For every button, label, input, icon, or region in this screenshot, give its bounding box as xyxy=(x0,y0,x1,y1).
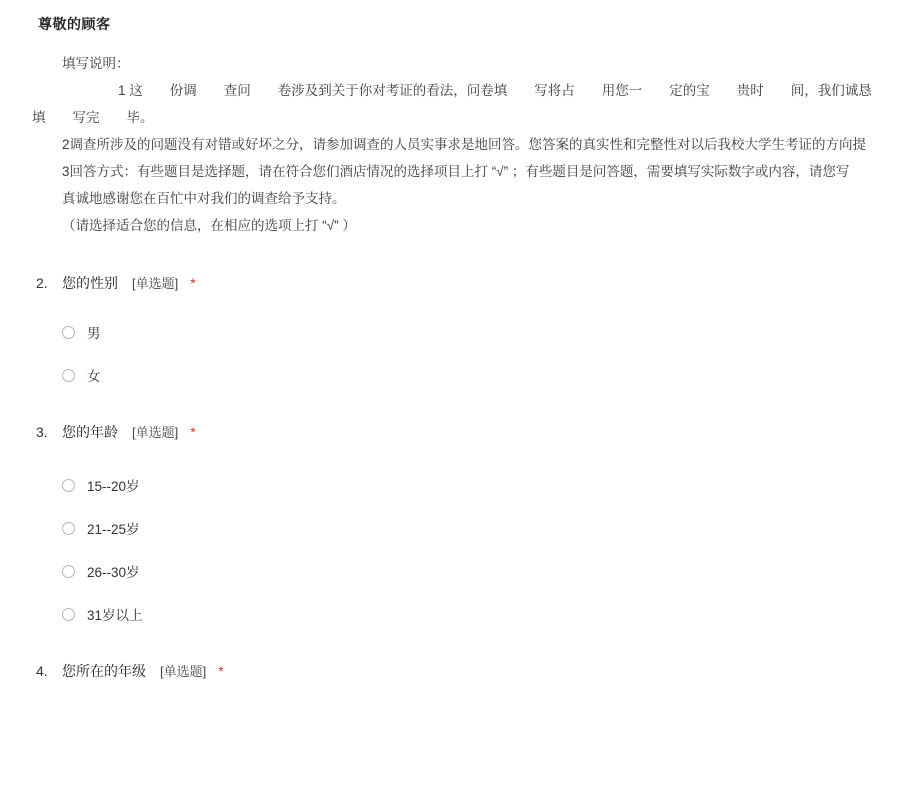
question-header xyxy=(36,422,900,442)
option-item[interactable] xyxy=(62,472,900,498)
option-item[interactable] xyxy=(62,601,900,627)
radio-icon[interactable] xyxy=(62,565,75,578)
radio-icon[interactable] xyxy=(62,326,75,339)
option-item[interactable] xyxy=(62,319,900,345)
question-title: 您的性别 xyxy=(62,275,118,291)
intro-line-2: 2调查所涉及的问题没有对错或好坏之分，请参加调查的人员实事求是地回答。您答案的真实性和完整性对以后我校大学生考证的方向提 xyxy=(62,137,867,152)
required-marker: * xyxy=(218,663,224,679)
required-marker: * xyxy=(190,275,196,291)
radio-icon[interactable] xyxy=(62,479,75,492)
intro-line-1: 1 这 份调 查问 卷涉及到关于你对考证的看法，问卷填 写将占 用您一 定的宝 贵时 间，我们诚恳 xyxy=(118,83,872,98)
radio-icon[interactable] xyxy=(62,608,75,621)
question-number: 3. xyxy=(36,424,48,440)
intro-line-3: 3回答方式：有些题目是选择题，请在符合您们酒店情况的选择项目上打 “√” ；有些题目是问答题，需要填写实际数字或内容，请您写 xyxy=(62,164,850,179)
option-label: 15--20岁 xyxy=(87,479,140,494)
question-block-gender xyxy=(0,273,900,388)
option-item[interactable] xyxy=(62,558,900,584)
option-label: 31岁以上 xyxy=(87,608,143,623)
intro-line-instructions: 填写说明： xyxy=(62,56,130,71)
radio-icon[interactable] xyxy=(62,522,75,535)
intro-line-note: （请选择适合您的信息，在相应的选项上打 “√” ） xyxy=(62,218,356,233)
question-header xyxy=(36,661,900,681)
intro-line-thanks: 真诚地感谢您在百忙中对我们的调查给予支持。 xyxy=(62,191,346,206)
question-type: [单选题] xyxy=(132,276,179,291)
question-block-grade xyxy=(0,661,900,681)
question-type: [单选题] xyxy=(160,664,207,679)
question-block-age xyxy=(0,422,900,627)
question-title: 您的年龄 xyxy=(62,424,118,440)
intro-line-1b: 填 写完 毕。 xyxy=(32,110,154,125)
required-marker: * xyxy=(190,424,196,440)
question-header xyxy=(36,273,900,293)
question-number: 4. xyxy=(36,663,48,679)
question-type: [单选题] xyxy=(132,425,179,440)
intro-title: 尊敬的顾客 xyxy=(38,16,111,32)
option-list xyxy=(62,319,900,388)
intro-body xyxy=(0,50,892,239)
option-label: 男 xyxy=(87,326,101,341)
question-title: 您所在的年级 xyxy=(62,663,146,679)
radio-icon[interactable] xyxy=(62,369,75,382)
option-label: 女 xyxy=(87,369,101,384)
option-item[interactable] xyxy=(62,515,900,541)
option-label: 26--30岁 xyxy=(87,565,140,580)
option-item[interactable] xyxy=(62,362,900,388)
option-list xyxy=(62,472,900,627)
question-number: 2. xyxy=(36,275,48,291)
option-label: 21--25岁 xyxy=(87,522,140,537)
